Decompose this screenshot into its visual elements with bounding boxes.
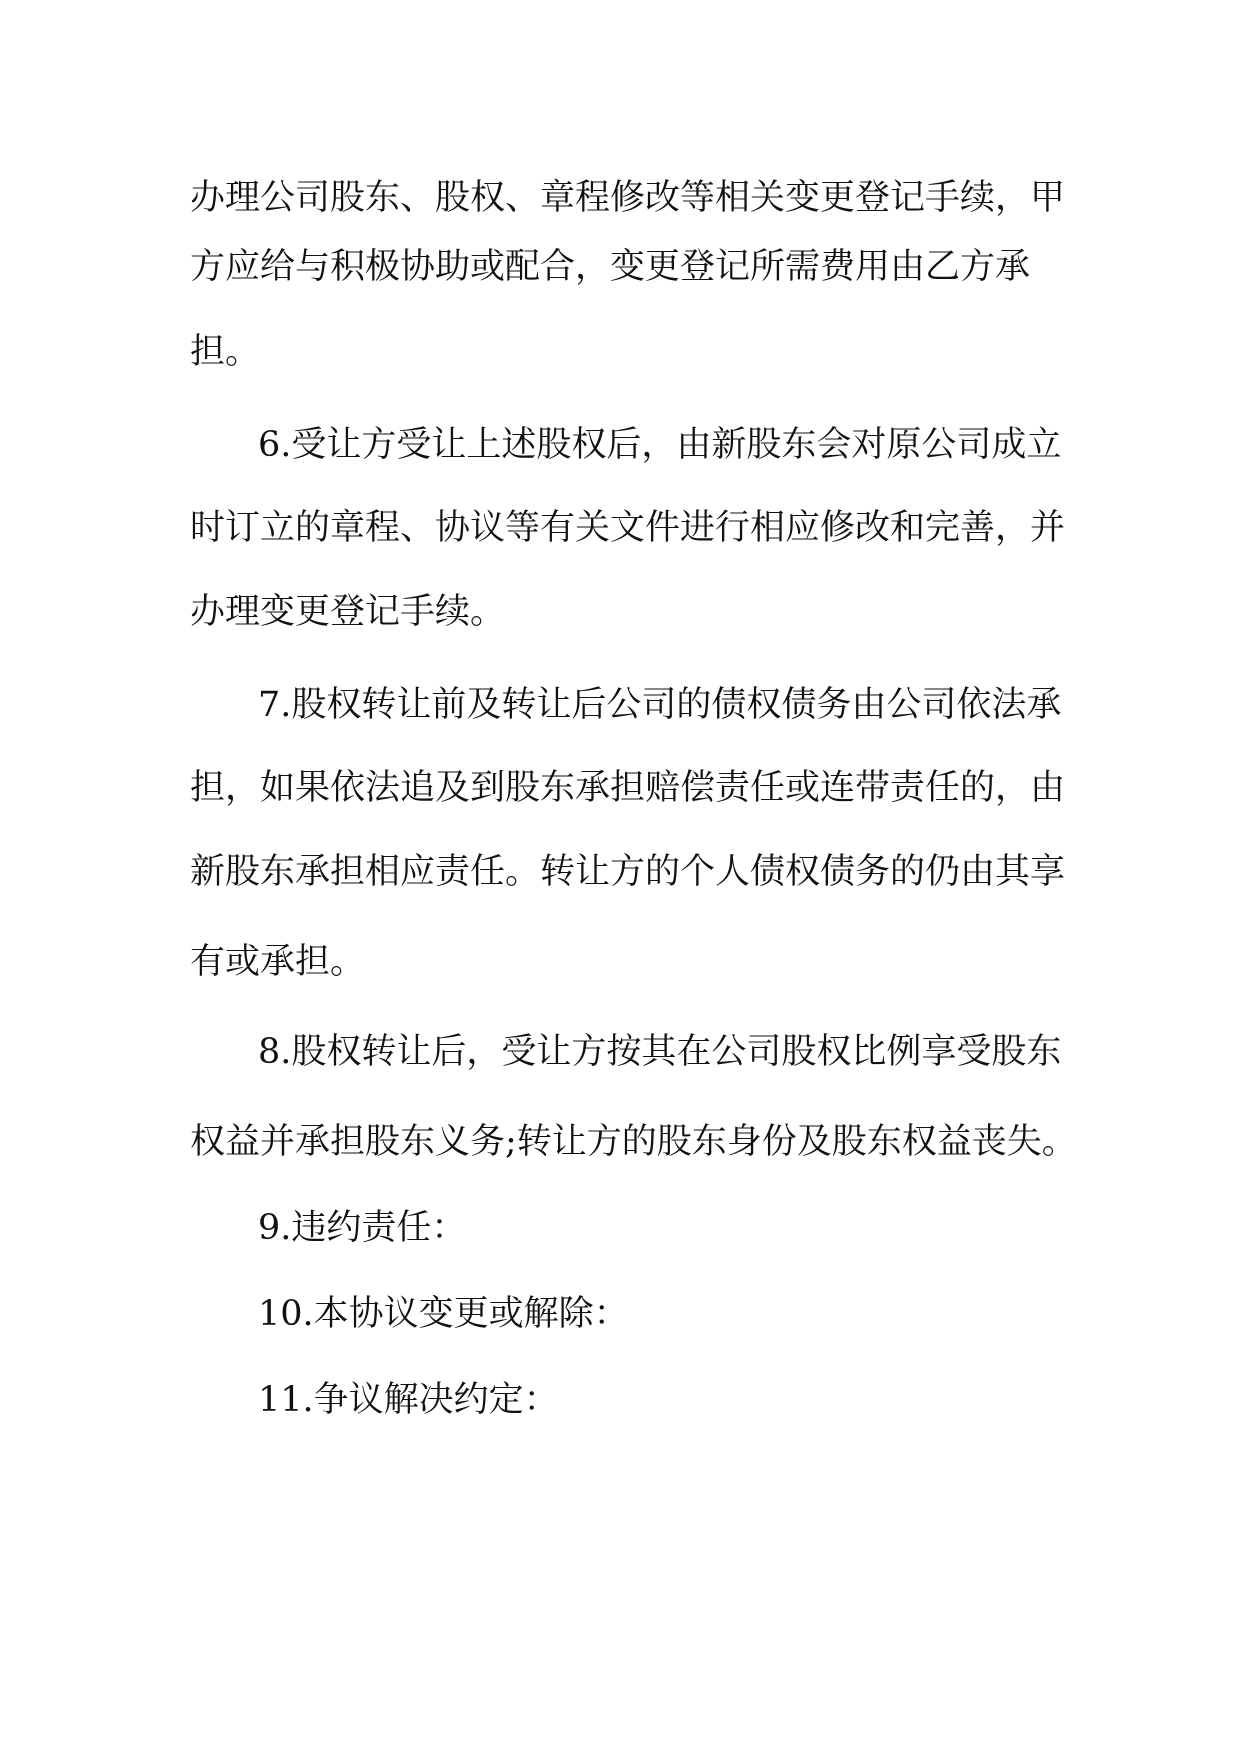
- clause-8-line-2: 权益并承担股东义务;转让方的股东身份及股东权益丧失。: [190, 1122, 1077, 1162]
- clause-6-line-2: 时订立的章程、协议等有关文件进行相应修改和完善，并: [190, 508, 1066, 548]
- clause-6-line-3: 办理变更登记手续。: [190, 592, 506, 632]
- paragraph-5-line-1: 办理公司股东、股权、章程修改等相关变更登记手续，甲: [190, 178, 1066, 218]
- clause-8-line-1: 8.股权转让后，受让方按其在公司股权比例享受股东: [258, 1032, 1062, 1072]
- clause-11-heading: 11.争议解决约定：: [258, 1380, 559, 1420]
- paragraph-5-line-3: 担。: [190, 332, 261, 372]
- paragraph-5-line-2: 方应给与积极协助或配合，变更登记所需费用由乙方承: [190, 247, 1031, 287]
- clause-6-line-1: 6.受让方受让上述股权后，由新股东会对原公司成立: [258, 425, 1062, 465]
- clause-7-line-4: 有或承担。: [190, 942, 366, 982]
- clause-10-heading: 10.本协议变更或解除：: [258, 1294, 629, 1334]
- clause-7-line-3: 新股东承担相应责任。转让方的个人债权债务的仍由其享: [190, 852, 1066, 892]
- clause-7-line-1: 7.股权转让前及转让后公司的债权债务由公司依法承: [258, 685, 1062, 725]
- clause-7-line-2: 担，如果依法追及到股东承担赔偿责任或连带责任的，由: [190, 768, 1066, 808]
- clause-9-heading: 9.违约责任：: [258, 1208, 467, 1248]
